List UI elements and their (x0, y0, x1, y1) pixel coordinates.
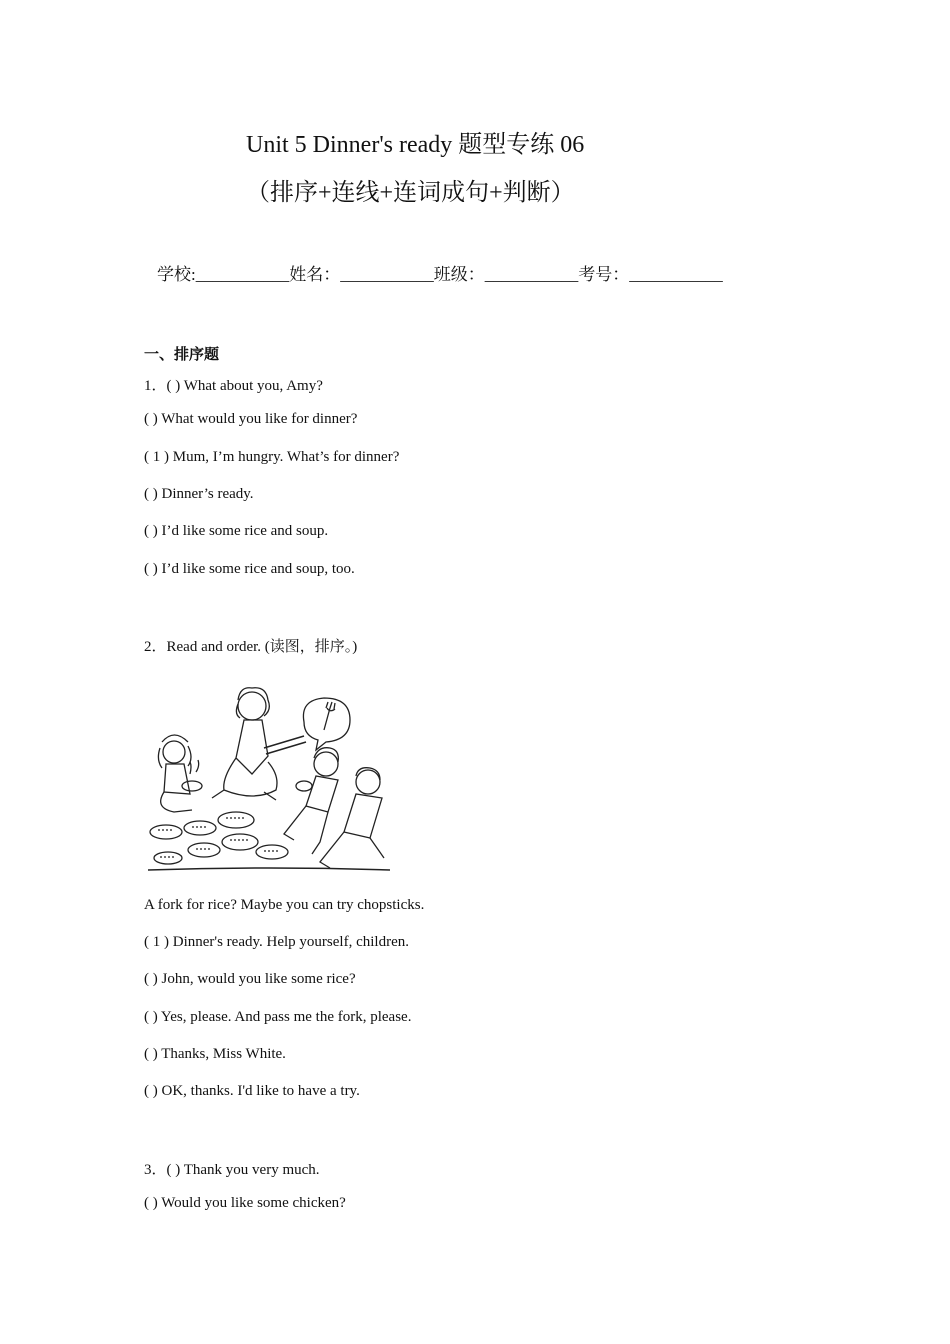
q2-item-1: A fork for rice? Maybe you can try chopsticks. (144, 897, 425, 913)
title-line-2: （排序+连线+连词成句+判断） (246, 180, 575, 206)
girl-head (163, 741, 185, 763)
boy1-head (314, 752, 338, 776)
q1-item-2: ( ) What would you like for dinner? (144, 411, 358, 427)
q1-item-5: ( ) I’d like some rice and soup. (144, 523, 329, 539)
q3-item-2: ( ) Would you like some chicken? (144, 1195, 346, 1211)
section-heading: 一、排序题 (144, 347, 220, 363)
dinner-illustration (144, 682, 394, 878)
q2-item-3: ( ) John, would you like some rice? (144, 971, 356, 987)
q1-item-1: 1．( ) What about you, Amy? (144, 378, 323, 394)
boy2-head (356, 770, 380, 794)
q2-item-2: ( 1 ) Dinner's ready. Help yourself, children. (144, 934, 409, 950)
q2-item-4: ( ) Yes, please. And pass me the fork, please. (144, 1009, 412, 1025)
q3-item-1: 3．( ) Thank you very much. (144, 1162, 320, 1178)
q1-item-6: ( ) I’d like some rice and soup, too. (144, 561, 355, 577)
student-info-line: 学校:___________姓名：___________班级：___________考号：___________ (157, 265, 723, 284)
q2-item-6: ( ) OK, thanks. I'd like to have a try. (144, 1083, 360, 1099)
teacher-head (238, 692, 266, 720)
q1-item-4: ( ) Dinner’s ready. (144, 486, 254, 502)
q1-item-3: ( 1 ) Mum, I’m hungry. What’s for dinner? (144, 449, 400, 465)
title-line-1: Unit 5 Dinner's ready 题型专练 06 (246, 132, 585, 158)
q2-prompt: 2．Read and order. (读图，排序。) (144, 639, 358, 655)
q2-item-5: ( ) Thanks, Miss White. (144, 1046, 286, 1062)
